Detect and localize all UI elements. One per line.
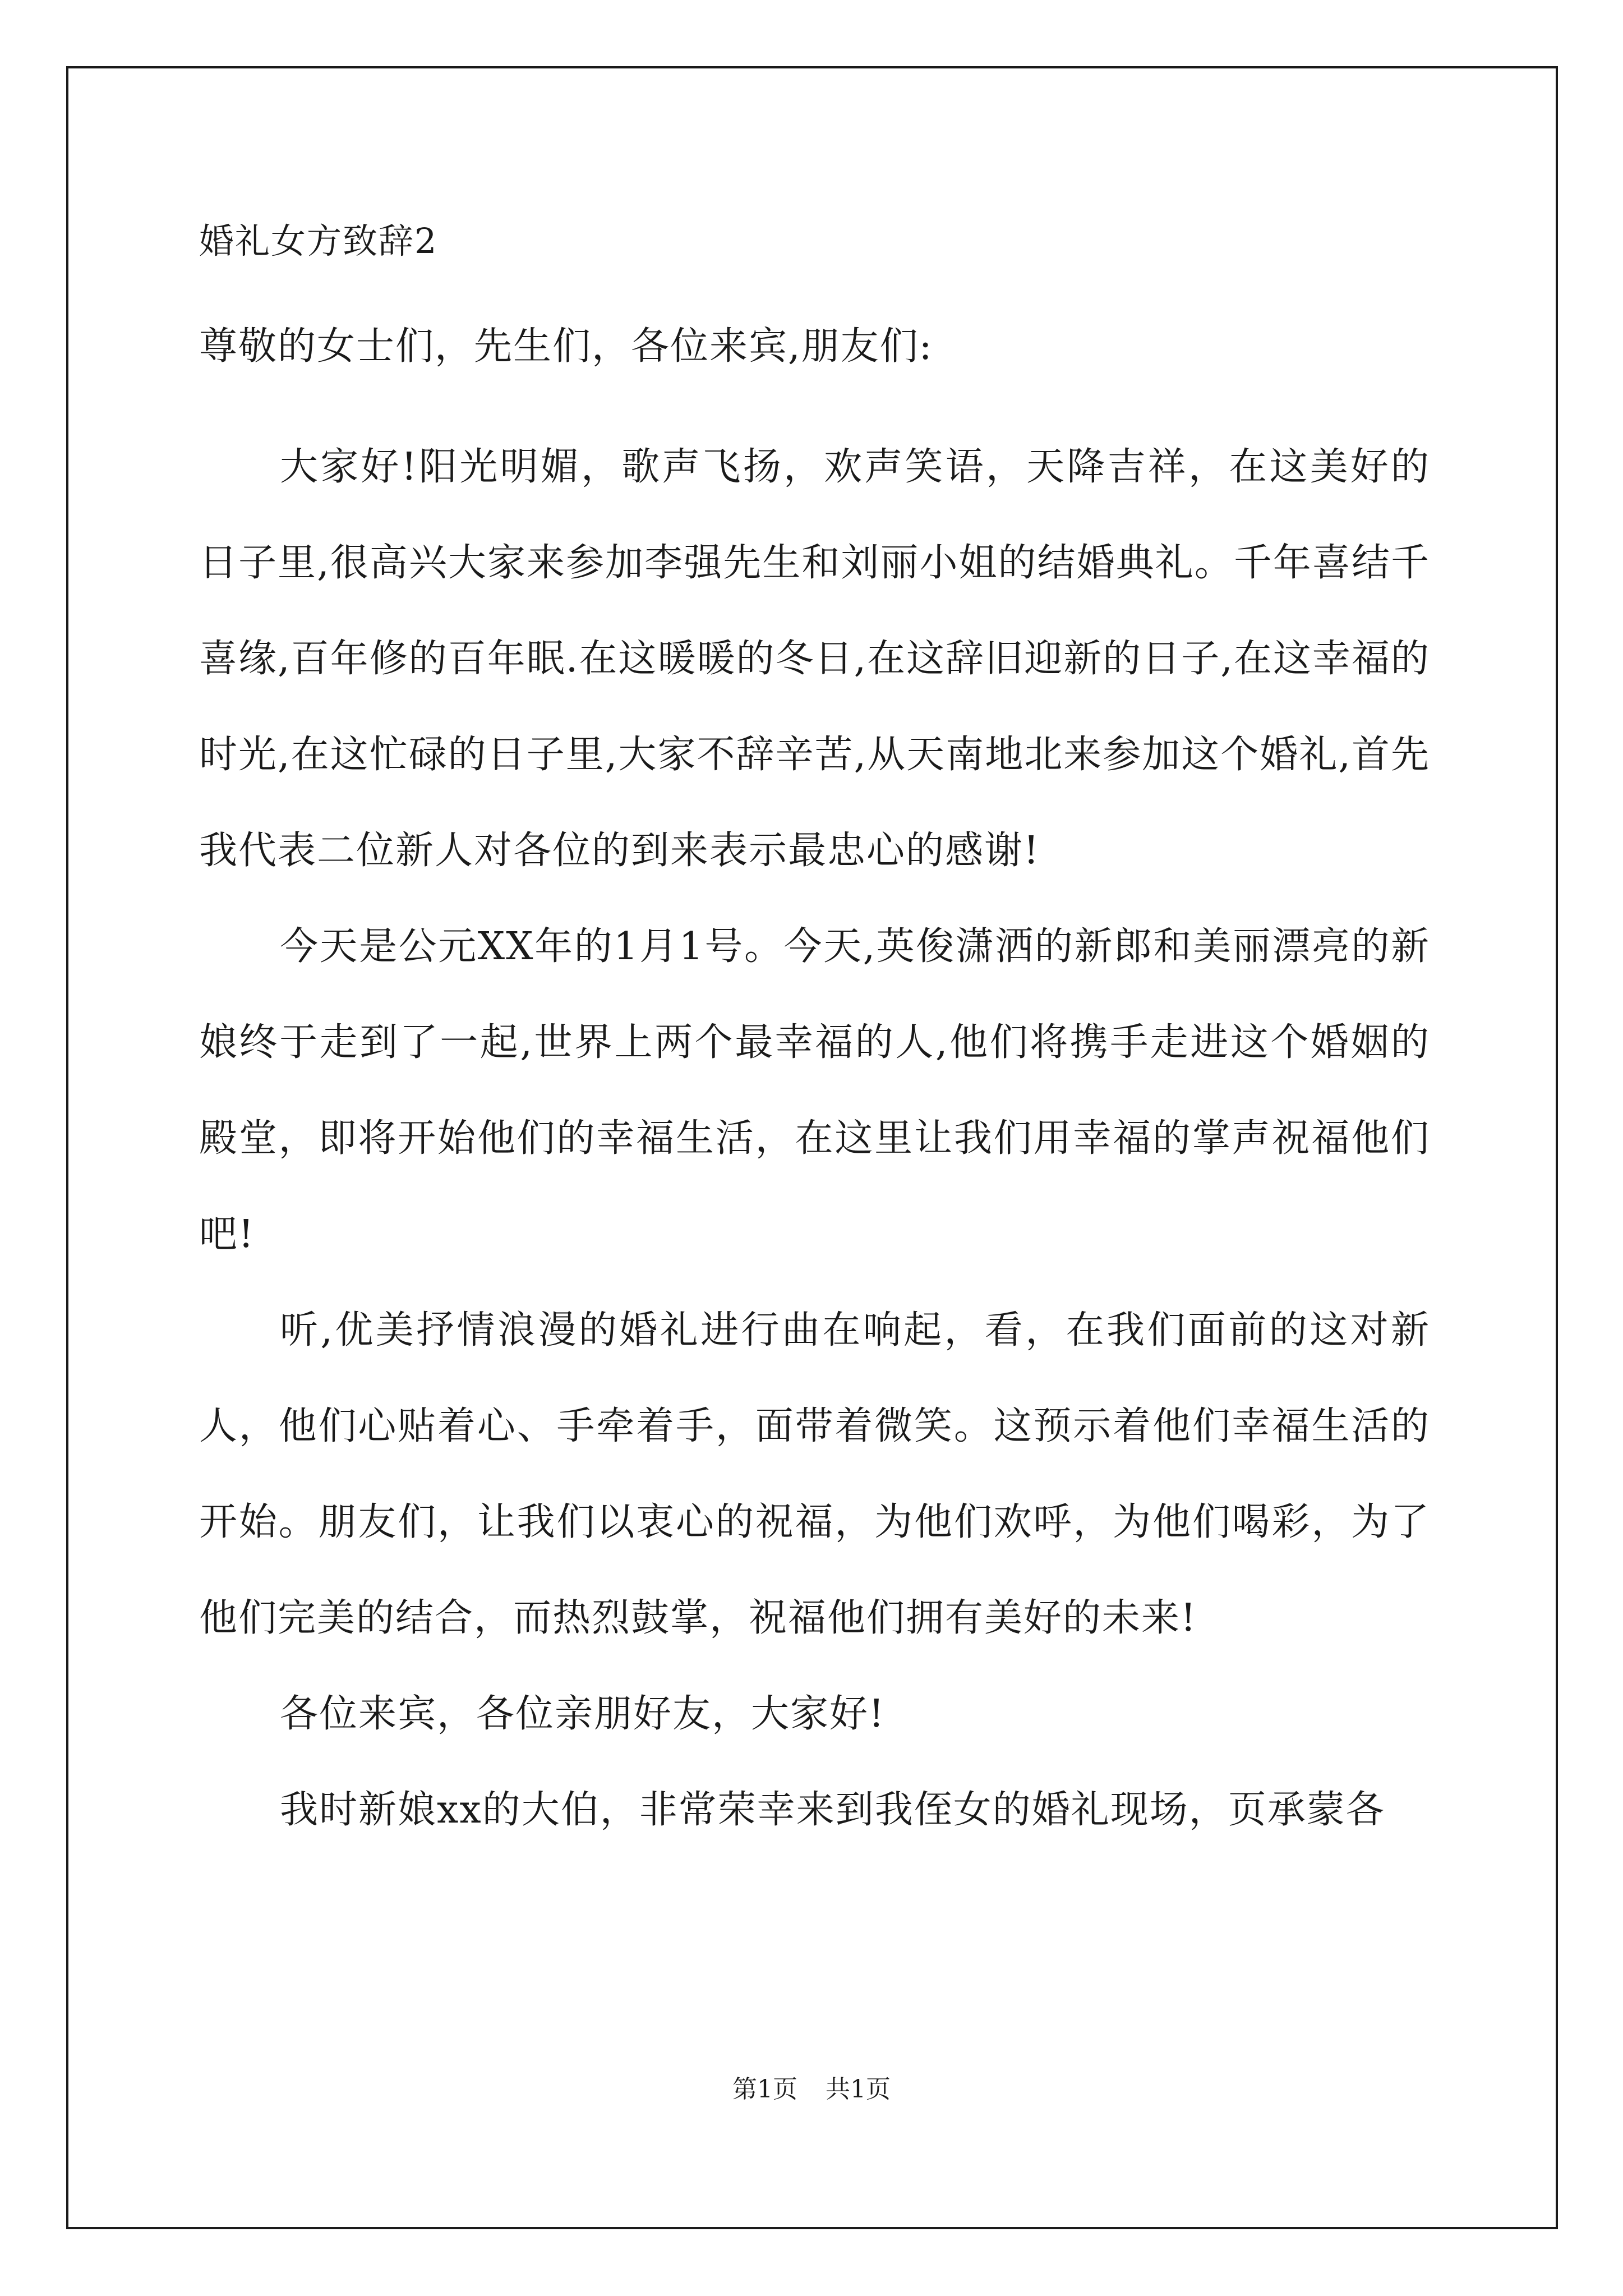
document-title: 婚礼女方致辞2 [199,220,438,261]
salutation-paragraph: 尊敬的女士们，先生们，各位来宾,朋友们: [199,324,933,369]
page-footer [0,2076,1623,2104]
body-paragraph: 各位来宾，各位亲朋好友，大家好! [280,1692,886,1736]
body-paragraph: 今天是公元XX年的1月1号。今天,英俊潇洒的新郎和美丽漂亮的新娘终于走到了一起,世界上两个最幸福的人,他们将携手走进这个婚姻的殿堂，即将开始他们的幸福生活，在这里让我们用幸福的掌声祝福他们吧! [199,924,1430,1257]
body-paragraph: 大家好!阳光明媚，歌声飞扬，欢声笑语，天降吉祥，在这美好的日子里,很高兴大家来参加李强先生和刘丽小姐的结婚典礼。千年喜结千喜缘,百年修的百年眠.在这暖暖的冬日,在这辞旧迎新的日子,在这幸福的时光,在这忙碌的日子里,大家不辞辛苦,从天南地北来参加这个婚礼,首先我代表二位新人对各位的到来表示最忠心的感谢! [199,445,1430,873]
body-paragraph: 我时新娘xx的大伯，非常荣幸来到我侄女的婚礼现场，页承蒙各 [280,1788,1385,1832]
document-body [199,222,1430,1858]
page-number-current: 第1页 [732,2075,797,2104]
body-paragraph: 听,优美抒情浪漫的婚礼进行曲在响起，看，在我们面前的这对新人，他们心贴着心、手牵着手，面带着微笑。这预示着他们幸福生活的开始。朋友们，让我们以衷心的祝福，为他们欢呼，为他们喝彩，为了他们完美的结合，而热烈鼓掌，祝福他们拥有美好的未来! [199,1308,1430,1640]
page-number-total: 共1页 [826,2075,891,2104]
